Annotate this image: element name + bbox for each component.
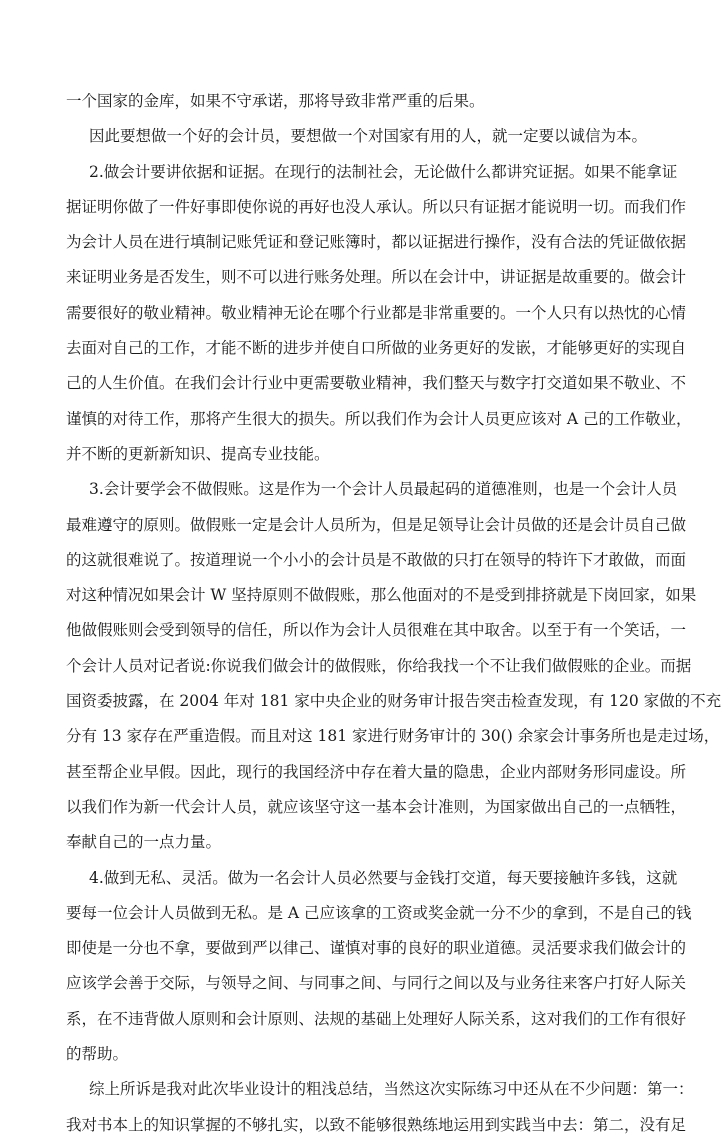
- text-line: 应该学会善于交际，与领导之间、与同事之间、与同行之间以及与业务往来客户打好人际关: [66, 974, 687, 993]
- text-line: 个会计人员对记者说:你说我们做会计的做假账，你给我找一个不让我们做假账的企业。而据: [66, 656, 692, 675]
- text-line: 分有 13 家存在严重造假。而且对这 181 家进行财务审计的 30() 余家会计事务所也是走过场，: [66, 727, 720, 746]
- text-line: 他做假账则会受到领导的信任，所以作为会计人员很难在其中取舍。以至于有一个笑话，一: [66, 621, 687, 640]
- text-line: 系，在不违背做人原则和会计原则、法规的基础上处理好人际关系，这对我们的工作有很好: [66, 1009, 687, 1028]
- text-line: 来证明业务是否发生，则不可以进行账务处理。所以在会计中，讲证据是故重要的。做会计: [66, 268, 687, 287]
- text-line: 因此要想做一个好的会计员，要想做一个对国家有用的人，就一定要以诚信为本。: [89, 127, 648, 146]
- text-line: 的这就很难说了。按道理说一个小小的会计员是不敢做的只打在领导的特许下才敢做，而面: [66, 550, 687, 569]
- text-line: 3.会计要学会不做假账。这是作为一个会计人员最起码的道德准则，也是一个会计人员: [89, 480, 678, 499]
- text-line: 为会计人员在进行填制记账凭证和登记账簿时，都以证据进行操作，没有合法的凭证做依据: [66, 233, 687, 252]
- text-line: 需要很好的敬业精神。敬业精神无论在哪个行业都是非常重要的。一个人只有以热忱的心情: [66, 303, 687, 322]
- text-line: 最难遵守的原则。做假账一定是会计人员所为，但是足领导让会计员做的还是会计员自己做: [66, 515, 687, 534]
- text-line: 4.做到无私、灵活。做为一名会计人员必然要与金钱打交道，每天要接触许多钱，这就: [89, 868, 678, 887]
- text-line: 的帮助。: [66, 1045, 129, 1064]
- text-line: 我对书本上的知识掌握的不够扎实，以致不能够很熟练地运用到实践当中去：第二，没有足: [66, 1115, 687, 1134]
- text-line: 对这种情况如果会计 W 坚持原则不做假账，那么他面对的不是受到排挤就是下岗回家，如果: [66, 586, 697, 605]
- text-line: 一个国家的金库，如果不守承诺，那将导致非常严重的后果。: [66, 92, 485, 110]
- text-line: 去面对自己的工作，才能不断的进步并使自口所做的业务更好的发嵌，才能够更好的实现自: [66, 339, 687, 358]
- text-line: 己的人生价值。在我们会计行业中更需要敬业精神，我们整天与数字打交道如果不敬业、不: [66, 374, 687, 393]
- text-line: 甚至帮企业早假。因此，现行的我国经济中存在着大量的隐患，企业内部财务形同虚设。所: [66, 762, 687, 781]
- text-line: 谨慎的对待工作，那将产生很大的损失。所以我们作为会计人员更应该对 A 己的工作敬业，: [66, 409, 692, 428]
- text-line: 国资委披露，在 2004 年对 181 家中央企业的财务审计报告突击检查发现，有 120 家做的不充: [66, 692, 721, 711]
- document-body: [66, 84, 721, 1143]
- text-line: 并不断的更新新知识、提高专业技能。: [66, 444, 330, 463]
- text-line: 即使是一分也不拿，要做到严以律己、谨慎对事的良好的职业道德。灵活要求我们做会计的: [66, 939, 687, 958]
- text-line: 以我们作为新一代会计人员，就应该坚守这一基本会计准则，为国家做出自己的一点牺牲，: [66, 797, 687, 816]
- text-line: 综上所诉是我对此次毕业设计的粗浅总结，当然这次实际练习中还从在不少问题：第一：: [89, 1080, 694, 1099]
- text-line: 据证明你做了一件好事即使你说的再好也没人承认。所以只有证据才能说明一切。而我们作: [66, 197, 687, 216]
- text-line: 奉献自己的一点力量。: [66, 833, 222, 852]
- text-line: 2.做会计要讲依据和证据。在现行的法制社会，无论做什么都讲究证据。如果不能拿证: [89, 162, 678, 181]
- text-line: 要每一位会计人员做到无私。是 A 己应该拿的工资或奖金就一分不少的拿到，不是自己的钱: [66, 903, 692, 922]
